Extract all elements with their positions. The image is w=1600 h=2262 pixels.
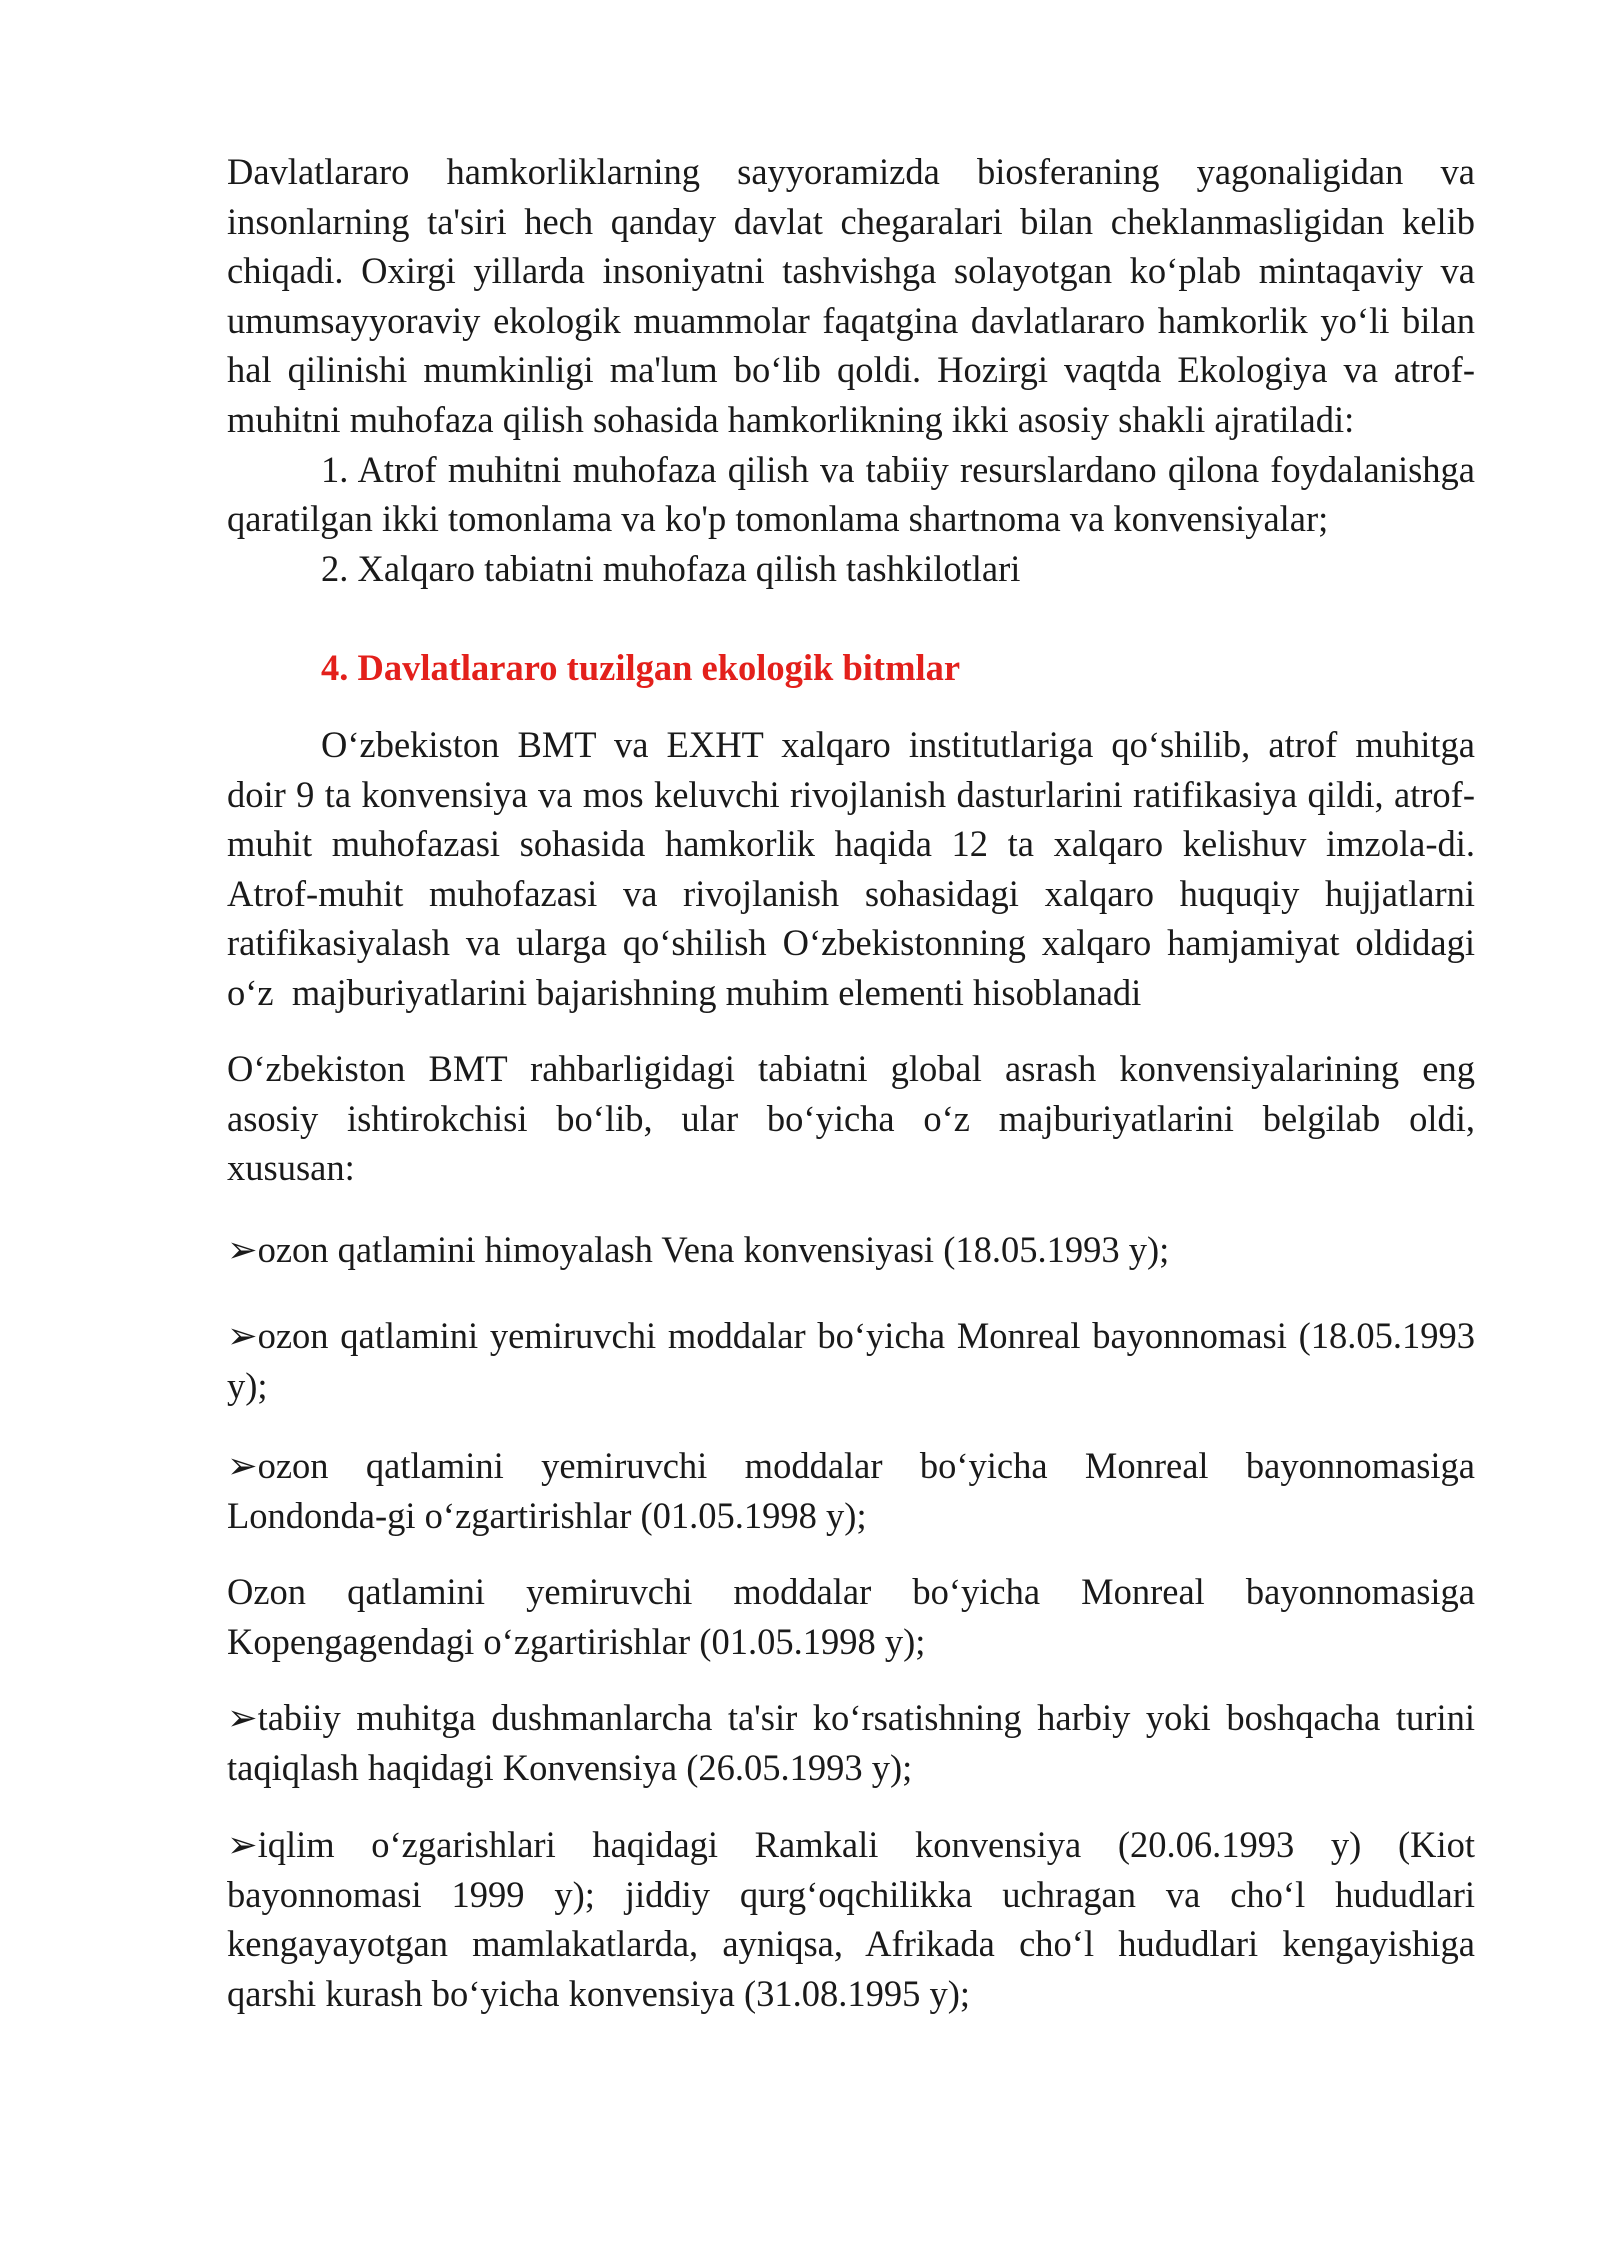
text-line: kengayayotgan mamlakatlarda, ayniqsa, Afrikada cho‘l hududlari kengayishiga <box>227 1923 1475 1965</box>
text-line: ➢iqlim o‘zgarishlari haqidagi Ramkali konvensiya (20.06.1993 y) (Kiot <box>227 1824 1475 1865</box>
paragraph-institutions <box>227 720 1475 1018</box>
text-line: Ozon qatlamini yemiruvchi moddalar bo‘yicha Monreal bayonnomasiga <box>227 1571 1475 1612</box>
text-line: xususan: <box>227 1147 355 1189</box>
convention-item-climate-desertification <box>227 1820 1475 2018</box>
paragraph-un-conventions <box>227 1044 1475 1193</box>
text-line: hal qilinishi mumkinligi ma'lum bo‘lib qoldi. Hozirgi vaqtda Ekologiya va atrof- <box>227 349 1475 391</box>
text-line: Atrof-muhit muhofazasi va rivojlanish sohasidagi xalqaro huquqiy hujjatlarni <box>227 872 1475 914</box>
text-line: ➢ozon qatlamini himoyalash Vena konvensiyasi (18.05.1993 y); <box>227 1229 1170 1270</box>
text-line: muhitni muhofaza qilish sohasida hamkorlikning ikki asosiy shakli ajratiladi: <box>227 398 1355 440</box>
text-line: asosiy ishtirokchisi bo‘lib, ular bo‘yicha o‘z majburiyatlarini belgilab oldi, <box>227 1097 1475 1139</box>
convention-item-environment-modification <box>227 1693 1475 1792</box>
heading-text: 4. Davlatlararo tuzilgan ekologik bitmlar <box>321 647 961 688</box>
text-line: ➢ozon qatlamini yemiruvchi moddalar bo‘yicha Monreal bayonnomasi (18.05.1993 <box>227 1315 1475 1356</box>
text-line: Davlatlararo hamkorliklarning sayyoramizda biosferaning yagonaligidan va <box>227 151 1475 192</box>
text-line: Londonda-gi o‘zgartirishlar (01.05.1998 y); <box>227 1494 867 1536</box>
text-line: ratifikasiyalash va ularga qo‘shilish O‘zbekistonning xalqaro hamjamiyat oldidagi <box>227 922 1475 964</box>
text-line: Kopengagendagi o‘zgartirishlar (01.05.1998 y); <box>227 1620 926 1662</box>
intro-paragraph <box>227 147 1475 445</box>
list-item-2 <box>227 544 1475 594</box>
text-line: o‘z majburiyatlarini bajarishning muhim elementi hisoblanadi <box>227 971 1142 1013</box>
text-line: 2. Xalqaro tabiatni muhofaza qilish tashkilotlari <box>321 547 1021 589</box>
text-line: O‘zbekiston BMT va EXHT xalqaro institutlariga qo‘shilib, atrof muhitga <box>321 724 1475 765</box>
convention-item-vienna <box>227 1225 1475 1275</box>
text-line: bayonnomasi 1999 y); jiddiy qurg‘oqchilikka uchragan va cho‘l hududlari <box>227 1873 1475 1915</box>
text-line: muhit muhofazasi sohasida hamkorlik haqida 12 ta xalqaro kelishuv imzola-di. <box>227 823 1475 865</box>
text-line: qarshi kurash bo‘yicha konvensiya (31.08.1995 y); <box>227 1972 971 2014</box>
convention-item-montreal <box>227 1311 1475 1410</box>
text-line: 1. Atrof muhitni muhofaza qilish va tabiiy resurslardano qilona foydalanishga <box>321 448 1475 490</box>
text-line: O‘zbekiston BMT rahbarligidagi tabiatni global asrash konvensiyalarining eng <box>227 1048 1475 1089</box>
convention-item-london <box>227 1441 1475 1540</box>
text-line: ➢tabiiy muhitga dushmanlarcha ta'sir ko‘rsatishning harbiy yoki boshqacha turini <box>227 1697 1475 1738</box>
convention-item-copenhagen <box>227 1567 1475 1666</box>
text-line: doir 9 ta konvensiya va mos keluvchi rivojlanish dasturlarini ratifikasiya qildi, atrof- <box>227 773 1475 815</box>
text-line: taqiqlash haqidagi Konvensiya (26.05.1993 y); <box>227 1746 913 1788</box>
text-line: qaratilgan ikki tomonlama va ko'p tomonlama shartnoma va konvensiyalar; <box>227 498 1329 540</box>
text-line: ➢ozon qatlamini yemiruvchi moddalar bo‘yicha Monreal bayonnomasiga <box>227 1445 1475 1486</box>
text-line: chiqadi. Oxirgi yillarda insoniyatni tashvishga solayotgan ko‘plab mintaqaviy va <box>227 250 1475 292</box>
list-item-1 <box>227 445 1475 544</box>
section-heading <box>227 643 1475 693</box>
text-line: insonlarning ta'siri hech qanday davlat chegaralari bilan cheklanmasligidan kelib <box>227 200 1475 242</box>
text-line: umumsayyoraviy ekologik muammolar faqatgina davlatlararo hamkorlik yo‘li bilan <box>227 299 1475 341</box>
text-line: y); <box>227 1364 268 1406</box>
